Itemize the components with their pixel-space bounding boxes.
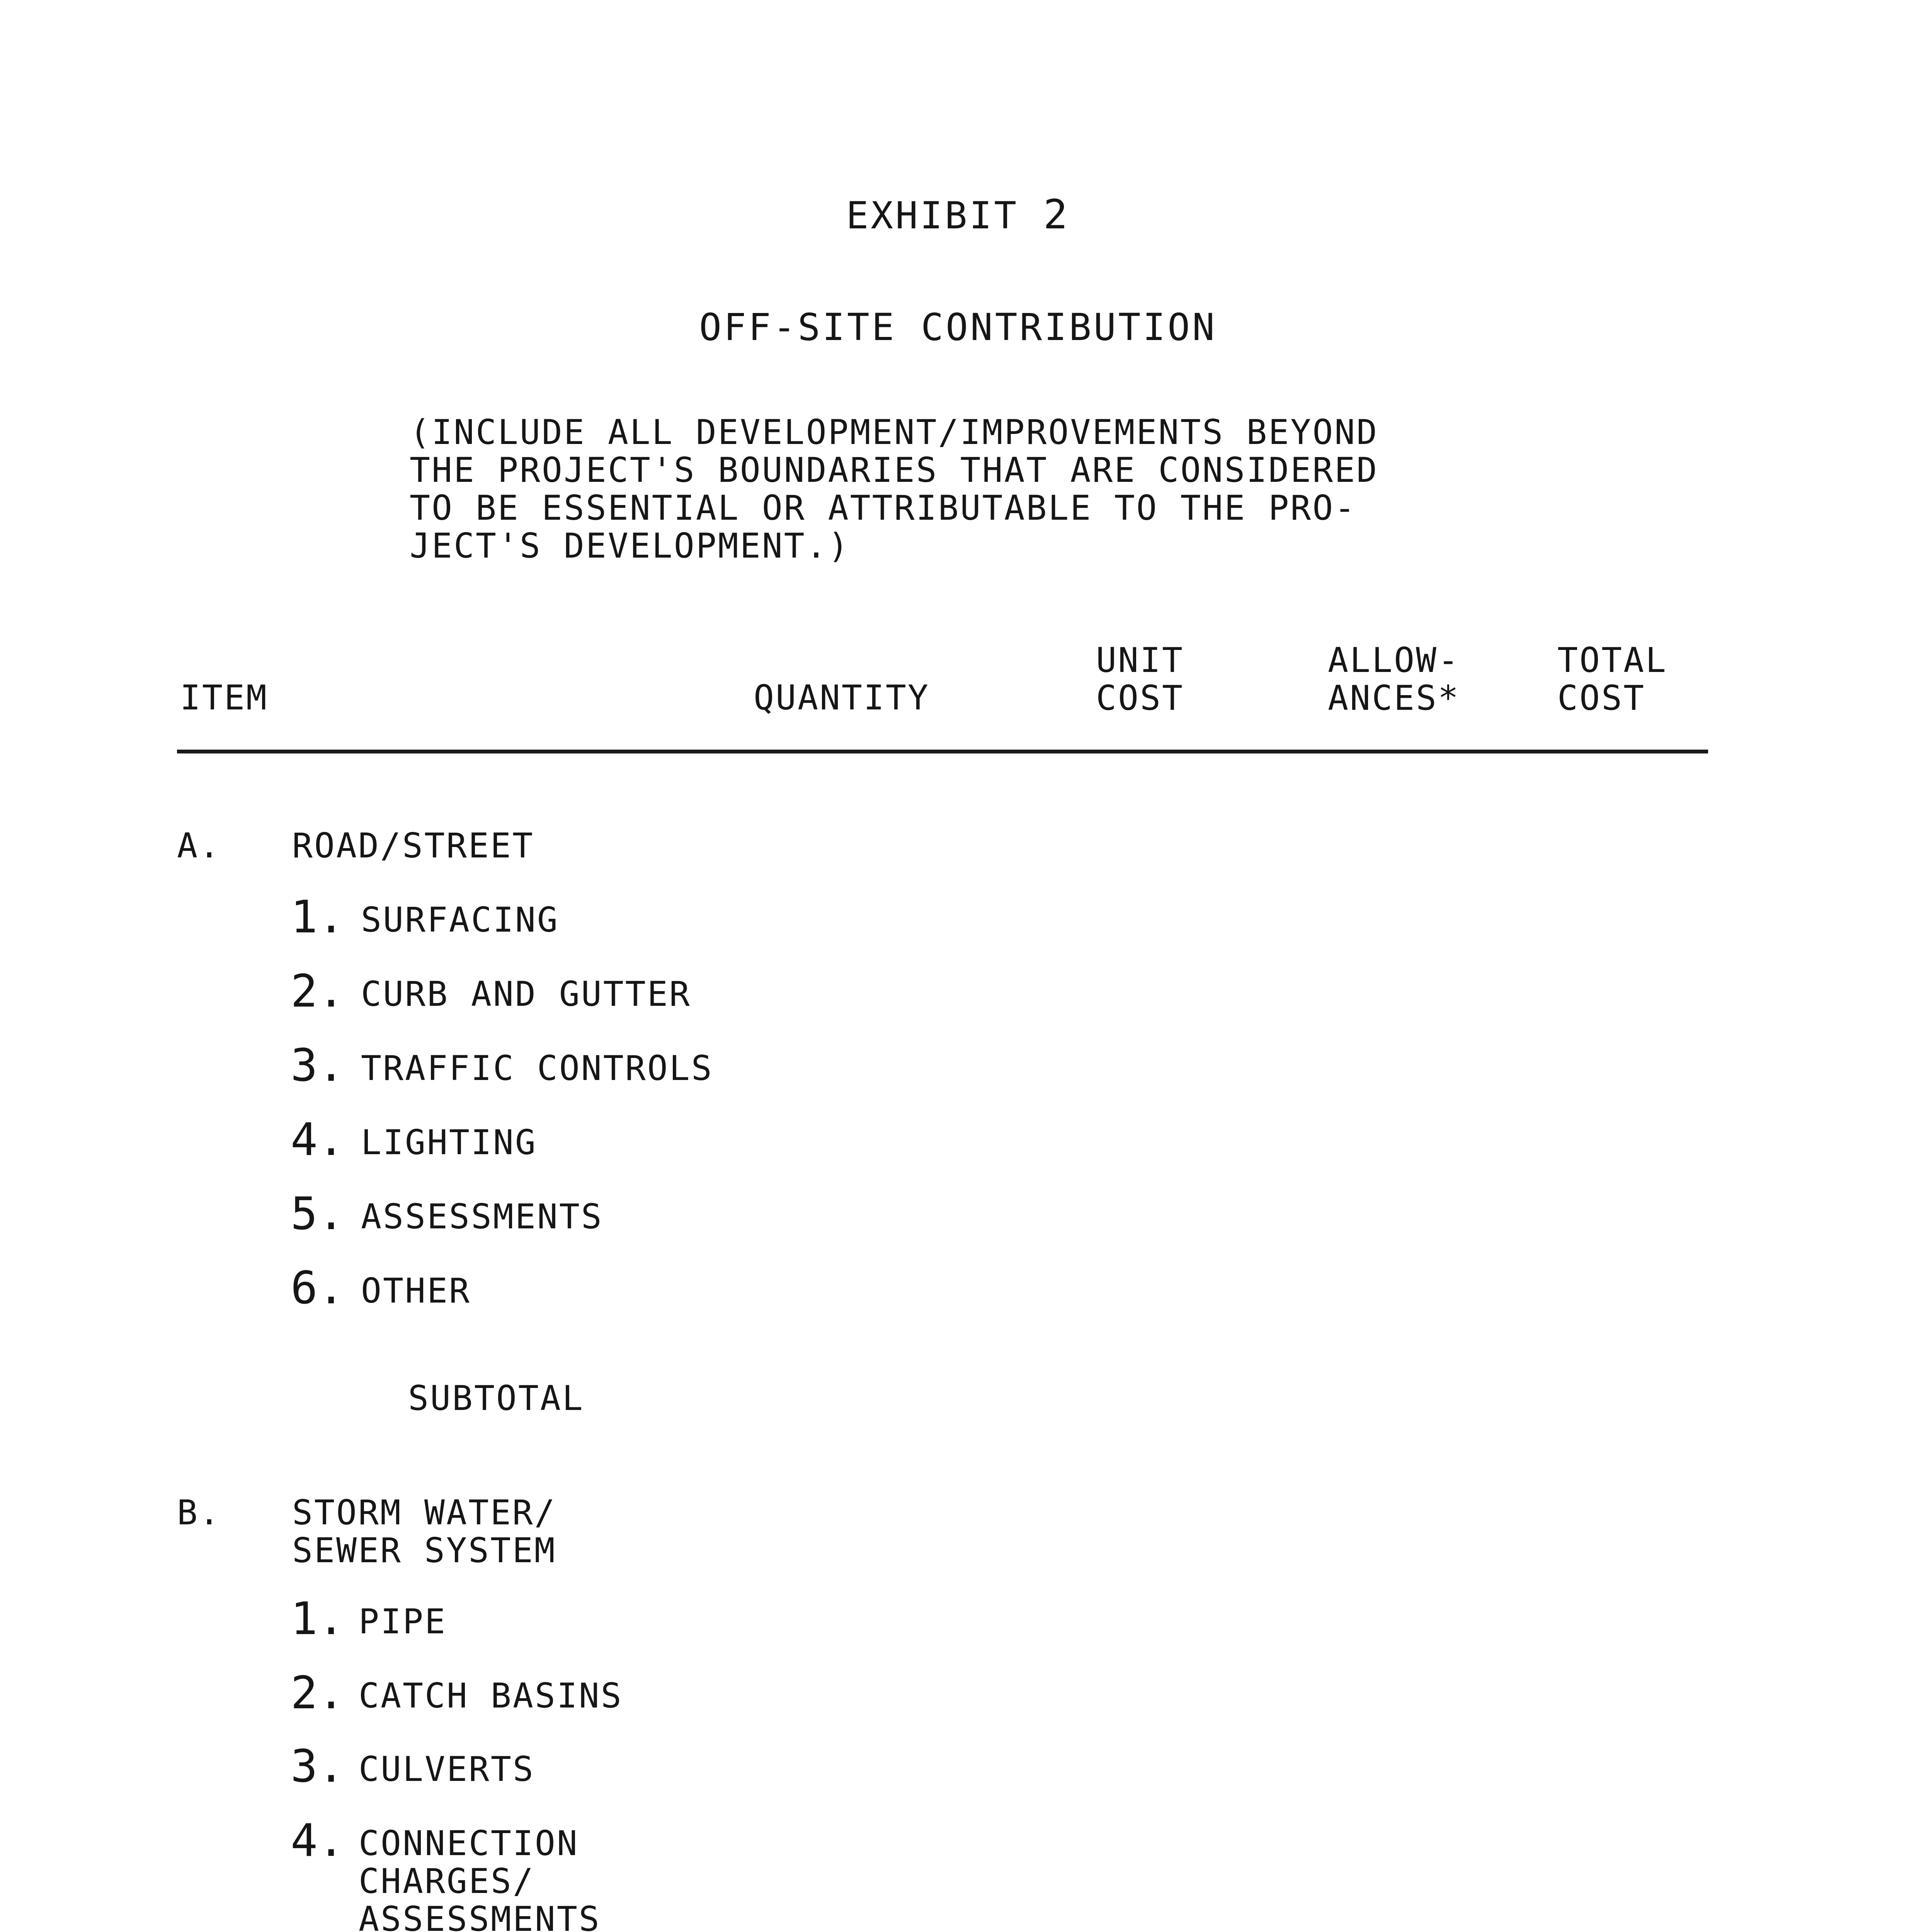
item-number: 4. [291,1114,345,1166]
column-header-unit-cost: UNIT COST [1096,640,1184,718]
instructions-line: JECT'S DEVELOPMENT.) [410,526,850,566]
item-label: CURB AND GUTTER [361,974,691,1014]
exhibit-heading [0,193,1916,237]
instructions-paragraph [410,413,1378,565]
exhibit-number: 2 [1043,191,1070,238]
item-number: 2. [291,1667,345,1719]
item-number: 2. [291,965,345,1017]
subtotal-label: SUBTOTAL [408,1378,584,1418]
section-name: ROAD/STREET [292,826,534,866]
item-label: LIGHTING [361,1122,537,1162]
column-header-total-cost: TOTAL COST [1557,640,1668,718]
instructions-line: TO BE ESSENTIAL OR ATTRIBUTABLE TO THE PRO- [410,488,1357,528]
item-label: PIPE [359,1602,447,1641]
item-label: SURFACING [361,900,559,940]
item-label: ASSESSMENTS [361,1197,603,1236]
item-number: 3. [291,1740,345,1793]
instructions-line: (INCLUDE ALL DEVELOPMENT/IMPROVEMENTS BEYOND [410,412,1379,452]
item-number: 1. [291,891,345,943]
item-number: 1. [291,1593,345,1645]
section-name: STORM WATER/ SEWER SYSTEM [292,1493,556,1570]
header-rule [177,750,1708,753]
item-label: CULVERTS [359,1749,535,1789]
item-number: 3. [291,1039,345,1092]
section-letter: B. [177,1493,221,1532]
item-label: TRAFFIC CONTROLS [361,1048,713,1088]
section-letter: A. [177,826,221,866]
exhibit-label: EXHIBIT [846,194,1019,237]
item-number: 5. [291,1188,345,1240]
item-number: 4. [291,1815,345,1867]
item-label: CATCH BASINS [359,1676,623,1716]
column-header-item: ITEM [180,678,268,718]
document-title: OFF-SITE CONTRIBUTION [699,306,1217,349]
item-label: CONNECTION CHARGES/ ASSESSMENTS [359,1823,601,1932]
column-header-allowances: ALLOW- ANCES* [1328,640,1460,718]
item-number: 6. [291,1262,345,1314]
item-label: OTHER [361,1271,471,1311]
column-header-quantity: QUANTITY [754,678,930,718]
instructions-line: THE PROJECT'S BOUNDARIES THAT ARE CONSIDERED [410,450,1379,490]
